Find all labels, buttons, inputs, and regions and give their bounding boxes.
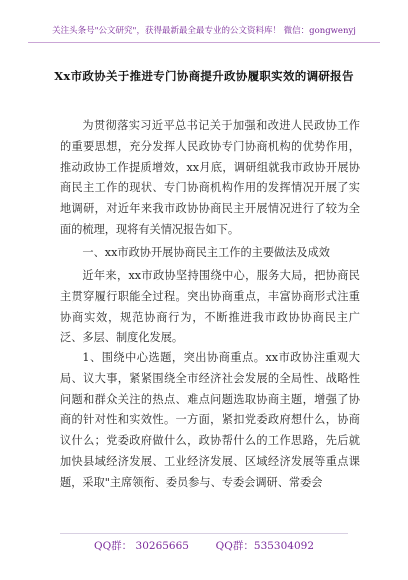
section-heading bbox=[60, 243, 360, 264]
section-paragraph-text: 近年来，xx市政协坚持围绕中心，服务大局，把协商民主贯穿履行职能全过程。突出协商重点，丰富协商形式注重协商实效，规范协商行为，不断推进我市政协协商民主广泛、多层、制度化发展。 bbox=[60, 269, 360, 345]
subsection-paragraph-text: 1、围绕中心选题，突出协商重点。xx市政协注重观大局、议大事，紧紧围绕全市经济社会发展的全局性、战略性问题和群众关注的热点、难点问题选取协商主题，增强了协商的针对性和实效性。一方面，紧扣党委政府想什么，协商议什么；党委政府做什么，政协帮什么的工作思路，先后就加快县域经济发展、工业经济发展、区域经济发展等重点课题，采取"主席领衔、委员参与、专委会调研、常委会 bbox=[60, 351, 360, 489]
intro-paragraph bbox=[60, 116, 360, 241]
header-divider bbox=[28, 42, 380, 43]
intro-text: 为贯彻落实习近平总书记关于加强和改进人民政协工作的重要思想，充分发挥人民政协专门协商机构的优势作用，推动政协工作提质增效，xx月底，调研组就我市政协开展协商民主工作的现状、专门协商机构作用的发挥情况开展了实地调研，对近年来我市政协协商民主开展情况进行了较为全面的梳理，现将有关情况报告如下。 bbox=[60, 119, 360, 236]
subsection-paragraph bbox=[60, 348, 360, 494]
footer-divider bbox=[60, 533, 348, 534]
section-paragraph bbox=[60, 266, 360, 349]
footer-qq-groups: QQ群： 30265665 QQ群：535304092 bbox=[93, 540, 315, 552]
document-title: Xx市政协关于推进专门协商提升政协履职实效的调研报告 bbox=[54, 69, 354, 83]
section-heading-text: 一、xx市政协开展协商民主工作的主要做法及成效 bbox=[82, 246, 330, 259]
header-notice: 关注头条号"公文研究"，获得最新最全最专业的公文资料库！ 微信：gongwenyj bbox=[52, 26, 356, 36]
